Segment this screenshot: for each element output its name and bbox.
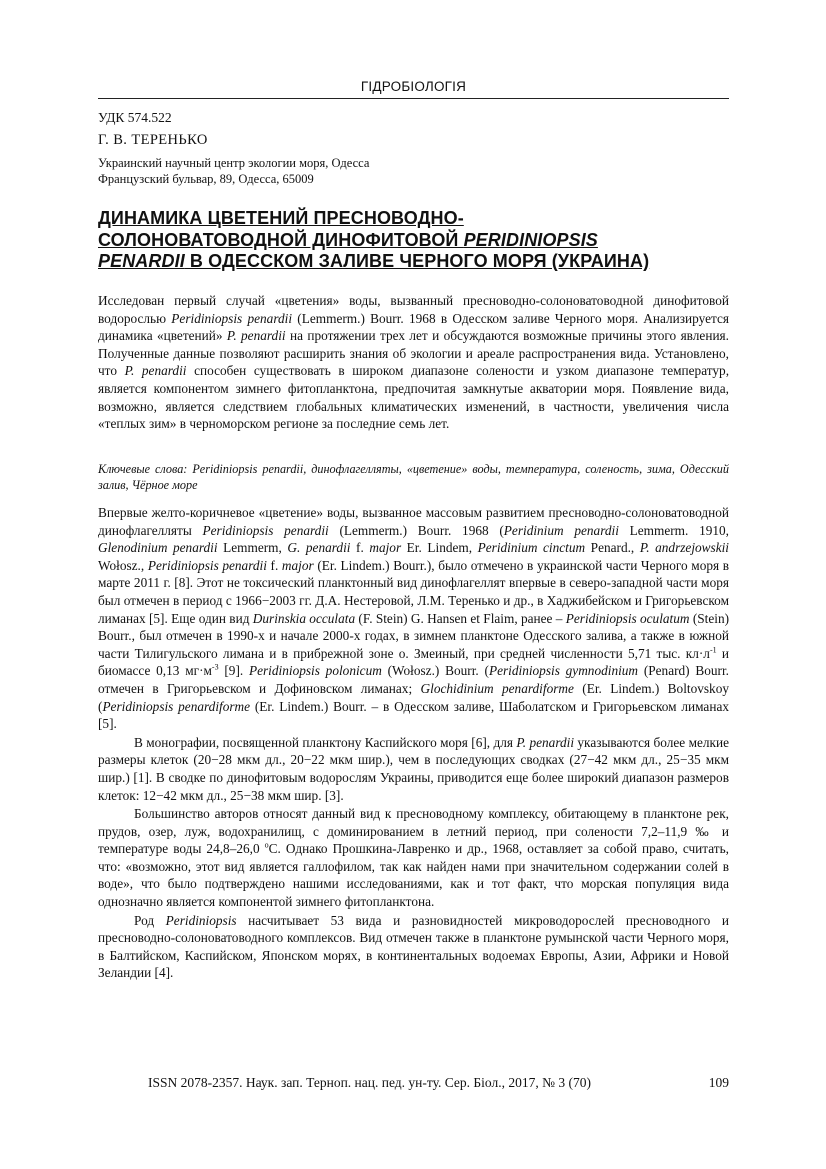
page-number: 109 xyxy=(708,1075,729,1090)
journal-citation: ISSN 2078-2357. Наук. зап. Терноп. нац. пед. ун-ту. Сер. Біол., 2017, № 3 (70) xyxy=(148,1075,591,1090)
affiliation-line-1: Украинский научный центр экологии моря, Одесса xyxy=(98,156,370,170)
title-line-1: ДИНАМИКА ЦВЕТЕНИЙ ПРЕСНОВОДНО- xyxy=(98,208,464,228)
paragraph-4: Род Peridiniopsis насчитывает 53 вида и разновидностей микроводорослей пресноводного и пресноводно-солоноватоводного комплексов. Вид отмечен также в планктоне румынской части Черного моря, в Балтийском, Каспийском, Японском морях, в континентальных водоемах Европы, Азии, Африки и Новой Зеландии [4]. xyxy=(98,912,729,981)
header-rule xyxy=(98,98,729,99)
udk-code: УДК 574.522 xyxy=(98,110,172,125)
abstract: Исследован первый случай «цветения» воды, вызванный пресноводно-солоноватоводной динофитовой водорослью Peridiniopsis penardii (Lemmerm.) Bourr. 1968 в Одесском заливе Черного моря. Анализируется динамика «цветений» P. penardii на протяжении трех лет и обсуждаются возможные причины этого явления. Полученные данные позволяют расширить знания об экологии и ареале распространения вида. Установлено, что P. penardii способен существовать в широком диапазоне солености и узком диапазоне температур, является компонентом зимнего фитопланктона, предпочитая замкнутые акватории моря. Появление вида, возможно, является следствием глобальных климатических изменений, в частности, увеличения числа «теплых зим» в черноморском регионе за последние семь лет. xyxy=(98,293,730,432)
author-name: Г. В. ТЕРЕНЬКО xyxy=(98,132,208,148)
title-line-3: PENARDII В ОДЕССКОМ ЗАЛИВЕ ЧЕРНОГО МОРЯ (УКРАИНА) xyxy=(98,251,650,271)
article-title xyxy=(98,208,729,273)
paragraph-1: Впервые желто-коричневое «цветение» воды, вызванное массовым развитием пресноводно-солоноватоводной динофлагелляты Peridiniopsis penardii (Lemmerm.) Bourr. 1968 (Peridinium penardii Lemmerm. 1910, Glenodinium penardii Lemmerm, G. penardii f. major Er. Lindem, Peridinium cinctum Penard., P. andrzejowskii Wołosz., Peridiniopsis penardii f. major (Er. Lindem.) Bourr.), было отмечено в украинской части Черного моря в марте 2011 г. [8]. Этот не токсический планктонный вид динофлагеллят впервые в северо-западной части моря был отмечен в период с 1966−2003 гг. Д.А. Нестеровой, Л.М. Теренько и др., в Хаджибейском и Григорьевском лиманах [5]. Еще один вид Durinskia occulata (F. Stein) G. Hansen et Flaim, ранее – Peridiniopsis oculatum (Stein) Bourr., был отмечен в 1990-х и начале 2000-х годах, в зимнем планктоне Одесского залива, а также в южной части Тилигульского лимана и в прибрежной зоне о. Змеиный, при средней численности 5,71 тыс. $кл\cdot л^{-1}$ и биомассе 0,13 $мг\cdot м^{-3}$ [9]. Peridiniopsis polonicum (Wołosz.) Bourr. (Peridiniopsis gymnodinium (Penard) Bourr. отмечен в Григорьевском и Дофиновском лиманах; Glochidinium penardiforme (Er. Lindem.) Boltovskoy (Peridiniopsis penardiforme (Er. Lindem.) Bourr. – в Одесском заливе, Шаболатском и Григорьевском лиманах [5]. xyxy=(98,505,730,732)
paragraph-3: Большинство авторов относят данный вид к пресноводному комплексу, обитающему в планктоне рек, прудов, озер, луж, водохранилищ, с доминированием в летний период, при солености 7,2–11,9 ‰ и температуре воды 24,8–26,0 $^o$С. Однако Прошкина-Лавренко и др., 1968, оставляет за собой право, считать, что: «возможно, этот вид является галлофилом, так как найден нами при значительном содержании солей в воде», что было подтверждено нашими исследованиями, как и тот факт, что морская популяция вида однозначно является компонентой зимнего фитопланктона. xyxy=(98,806,730,910)
article-body xyxy=(98,504,729,982)
affiliation xyxy=(98,156,729,187)
keywords: Ключевые слова: Peridiniopsis penardii, динофлагелляты, «цветение» воды, температура, соленость, зима, Одесский залив, Чёрное море xyxy=(98,462,729,492)
affiliation-line-2: Французский бульвар, 89, Одесса, 65009 xyxy=(98,171,314,186)
title-line-2: СОЛОНОВАТОВОДНОЙ ДИНОФИТОВОЙ PERIDINIOPSIS xyxy=(98,229,598,250)
page-footer xyxy=(148,1075,729,1091)
paragraph-2: В монографии, посвященной планктону Каспийского моря [6], для P. penardii указываются более мелкие размеры клеток (20−28 мкм дл., 20−22 мкм шир.), чем в последующих сводках (27−42 мкм дл., 25−35 мкм шир.) [1]. В сводке по динофитовым водорослям Украины, приводится еще более широкий диапазон размеров клеток: 12−42 мкм дл., 25−38 мкм шир. [3]. xyxy=(98,734,729,803)
running-head: ГІДРОБІОЛОГІЯ xyxy=(360,79,467,94)
